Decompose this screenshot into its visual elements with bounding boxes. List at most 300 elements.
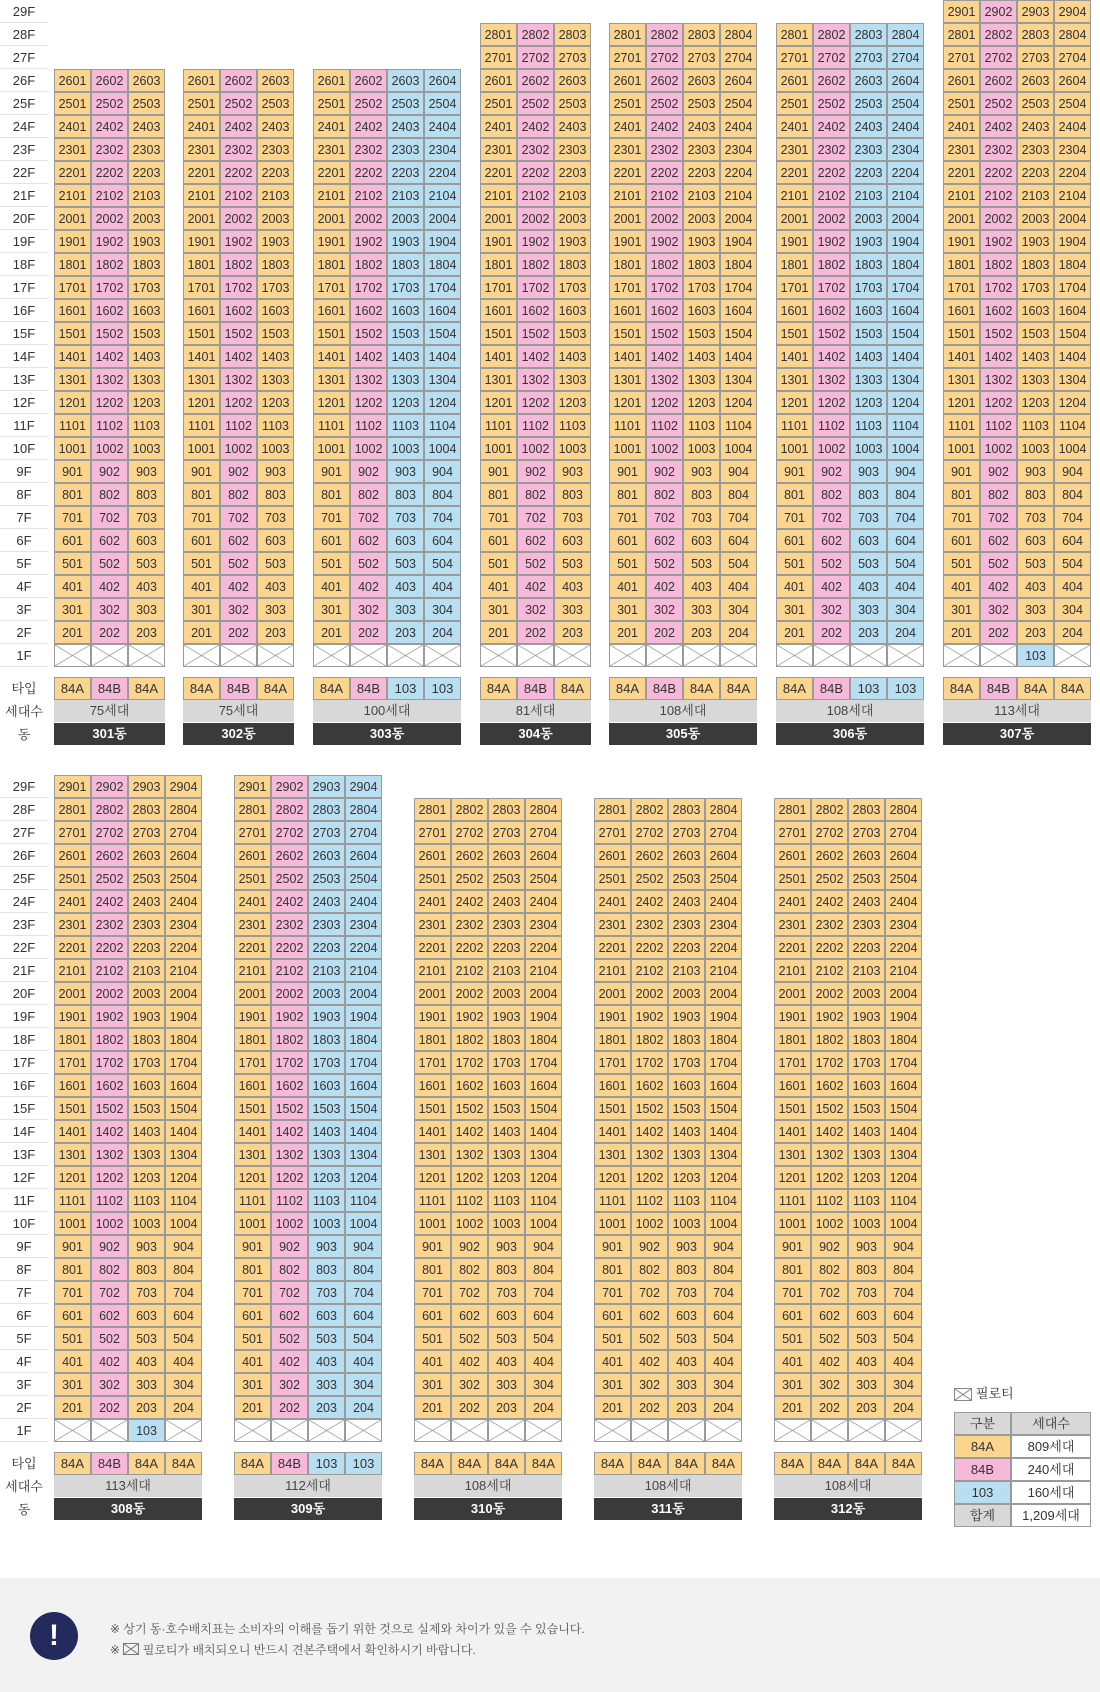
unit-cell: 1901 — [943, 230, 980, 253]
unit-cell: 1404 — [887, 345, 924, 368]
unit-cell: 1503 — [554, 322, 591, 345]
unit-cell: 1301 — [480, 368, 517, 391]
unit-cell: 2202 — [631, 936, 668, 959]
unit-cell: 1702 — [646, 276, 683, 299]
unit-cell: 203 — [668, 1396, 705, 1419]
unit-cell: 1803 — [668, 1028, 705, 1051]
unit-cell: 701 — [414, 1281, 451, 1304]
unit-cell: 1901 — [313, 230, 350, 253]
unit-cell: 402 — [980, 575, 1017, 598]
unit-cell: 903 — [257, 460, 294, 483]
unit-cell: 801 — [776, 483, 813, 506]
unit-cell: 1502 — [220, 322, 257, 345]
unit-cell: 2003 — [554, 207, 591, 230]
unit-cell: 2902 — [980, 0, 1017, 23]
unit-cell: 2301 — [54, 138, 91, 161]
pilotis-cell — [414, 1419, 451, 1442]
unit-cell: 1901 — [774, 1005, 811, 1028]
unit-cell: 1802 — [813, 253, 850, 276]
unit-cell: 2903 — [128, 775, 165, 798]
unit-cell: 202 — [631, 1396, 668, 1419]
unit-cell: 1501 — [774, 1097, 811, 1120]
unit-cell: 1802 — [646, 253, 683, 276]
pilotis-cell — [451, 1419, 488, 1442]
unit-type-cell: 84A — [183, 677, 220, 700]
unit-cell: 903 — [128, 460, 165, 483]
unit-cell: 401 — [54, 575, 91, 598]
unit-cell: 703 — [668, 1281, 705, 1304]
legend-type-cell: 84A — [954, 1435, 1011, 1458]
unit-cell: 2202 — [271, 936, 308, 959]
unit-cell: 2602 — [517, 69, 554, 92]
unit-cell: 2304 — [424, 138, 461, 161]
unit-type-cell: 84A — [54, 1452, 91, 1475]
unit-cell: 201 — [313, 621, 350, 644]
floor-label-7f: 7F — [0, 506, 48, 529]
unit-cell: 401 — [480, 575, 517, 598]
unit-cell: 1404 — [424, 345, 461, 368]
unit-cell: 1904 — [887, 230, 924, 253]
row-label-building: 동 — [17, 1502, 31, 1517]
unit-cell: 1103 — [308, 1189, 345, 1212]
unit-cell: 202 — [646, 621, 683, 644]
unit-cell: 2602 — [91, 69, 128, 92]
unit-cell: 1603 — [848, 1074, 885, 1097]
unit-cell: 2202 — [451, 936, 488, 959]
unit-cell: 1902 — [91, 230, 128, 253]
unit-cell: 2001 — [234, 982, 271, 1005]
unit-cell: 2402 — [811, 890, 848, 913]
unit-cell: 1304 — [720, 368, 757, 391]
unit-cell: 1704 — [705, 1051, 742, 1074]
unit-cell: 1102 — [517, 414, 554, 437]
unit-type-cell: 84A — [128, 1452, 165, 1475]
unit-cell: 1801 — [594, 1028, 631, 1051]
unit-cell: 1702 — [517, 276, 554, 299]
unit-cell: 2102 — [517, 184, 554, 207]
unit-cell: 2503 — [128, 92, 165, 115]
unit-cell: 2201 — [609, 161, 646, 184]
unit-cell: 1702 — [451, 1051, 488, 1074]
unit-cell: 1201 — [54, 1166, 91, 1189]
unit-cell: 2301 — [54, 913, 91, 936]
pilotis-cell — [350, 644, 387, 667]
unit-cell: 1603 — [128, 299, 165, 322]
unit-cell: 801 — [609, 483, 646, 506]
unit-cell: 1501 — [480, 322, 517, 345]
unit-cell: 601 — [943, 529, 980, 552]
unit-cell: 1003 — [308, 1212, 345, 1235]
unit-cell: 2302 — [91, 913, 128, 936]
unit-cell: 1601 — [234, 1074, 271, 1097]
unit-cell: 2103 — [1017, 184, 1054, 207]
unit-cell: 301 — [313, 598, 350, 621]
unit-cell: 1004 — [424, 437, 461, 460]
unit-cell: 1004 — [345, 1212, 382, 1235]
unit-cell: 2802 — [91, 798, 128, 821]
unit-cell: 2601 — [414, 844, 451, 867]
unit-cell: 1501 — [594, 1097, 631, 1120]
unit-cell: 2804 — [887, 23, 924, 46]
unit-cell: 601 — [594, 1304, 631, 1327]
unit-cell: 1603 — [257, 299, 294, 322]
unit-type-cell: 84B — [91, 677, 128, 700]
unit-cell: 1501 — [54, 322, 91, 345]
pilotis-cell — [345, 1419, 382, 1442]
unit-cell: 1201 — [54, 391, 91, 414]
unit-cell: 204 — [424, 621, 461, 644]
unit-cell: 1904 — [525, 1005, 562, 1028]
unit-cell: 1001 — [234, 1212, 271, 1235]
unit-cell: 2803 — [554, 23, 591, 46]
unit-cell: 2801 — [480, 23, 517, 46]
unit-cell: 1203 — [308, 1166, 345, 1189]
unit-cell: 1503 — [128, 322, 165, 345]
unit-cell: 1202 — [517, 391, 554, 414]
unit-cell: 1601 — [183, 299, 220, 322]
unit-cell: 2004 — [525, 982, 562, 1005]
unit-cell: 501 — [480, 552, 517, 575]
unit-cell: 1701 — [943, 276, 980, 299]
floor-label-1f: 1F — [0, 1419, 48, 1442]
unit-cell: 1101 — [54, 1189, 91, 1212]
unit-cell: 1504 — [887, 322, 924, 345]
floor-label-4f: 4F — [0, 1350, 48, 1373]
unit-cell: 903 — [683, 460, 720, 483]
unit-cell: 902 — [517, 460, 554, 483]
floor-label-8f: 8F — [0, 483, 48, 506]
unit-cell: 2404 — [887, 115, 924, 138]
unit-cell: 2203 — [683, 161, 720, 184]
pilotis-cell — [257, 644, 294, 667]
unit-cell: 1603 — [668, 1074, 705, 1097]
unit-type-cell: 84B — [517, 677, 554, 700]
unit-cell: 2701 — [943, 46, 980, 69]
floor-label-15f: 15F — [0, 1097, 48, 1120]
floor-label-3f: 3F — [0, 1373, 48, 1396]
unit-cell: 1201 — [313, 391, 350, 414]
unit-cell: 2604 — [885, 844, 922, 867]
unit-cell: 803 — [850, 483, 887, 506]
unit-cell: 1302 — [451, 1143, 488, 1166]
floor-label-27f: 27F — [0, 821, 48, 844]
unit-cell: 1803 — [683, 253, 720, 276]
unit-type-cell: 84B — [271, 1452, 308, 1475]
pilotis-cell — [387, 644, 424, 667]
unit-cell: 1903 — [128, 230, 165, 253]
unit-cell: 1502 — [91, 1097, 128, 1120]
unit-cell: 2401 — [54, 115, 91, 138]
unit-cell: 1703 — [128, 1051, 165, 1074]
unit-cell: 2102 — [271, 959, 308, 982]
unit-cell: 1301 — [943, 368, 980, 391]
unit-cell: 2604 — [1054, 69, 1091, 92]
pilotis-cell — [887, 644, 924, 667]
unit-cell: 202 — [811, 1396, 848, 1419]
unit-cell: 1504 — [525, 1097, 562, 1120]
unit-cell: 1503 — [1017, 322, 1054, 345]
floor-label-6f: 6F — [0, 529, 48, 552]
unit-cell: 1003 — [257, 437, 294, 460]
unit-cell: 2602 — [813, 69, 850, 92]
unit-cell: 402 — [350, 575, 387, 598]
unit-cell: 1101 — [609, 414, 646, 437]
unit-cell: 1403 — [1017, 345, 1054, 368]
unit-cell: 1103 — [683, 414, 720, 437]
unit-cell: 2702 — [91, 821, 128, 844]
unit-cell: 2701 — [234, 821, 271, 844]
unit-cell: 1001 — [54, 437, 91, 460]
unit-cell: 304 — [720, 598, 757, 621]
unit-cell: 1501 — [313, 322, 350, 345]
unit-cell: 1304 — [525, 1143, 562, 1166]
unit-type-cell: 84A — [165, 1452, 202, 1475]
floor-label-12f: 12F — [0, 1166, 48, 1189]
unit-cell: 1404 — [345, 1120, 382, 1143]
unit-cell: 704 — [424, 506, 461, 529]
unit-cell: 2003 — [1017, 207, 1054, 230]
unit-cell: 2001 — [183, 207, 220, 230]
unit-cell: 2404 — [1054, 115, 1091, 138]
floor-label-3f: 3F — [0, 598, 48, 621]
unit-type-cell: 84A — [480, 677, 517, 700]
unit-cell: 402 — [271, 1350, 308, 1373]
unit-cell: 2502 — [517, 92, 554, 115]
unit-cell: 802 — [631, 1258, 668, 1281]
floor-label-16f: 16F — [0, 299, 48, 322]
unit-cell: 201 — [414, 1396, 451, 1419]
unit-cell: 1102 — [980, 414, 1017, 437]
unit-cell: 1602 — [350, 299, 387, 322]
unit-cell: 1302 — [350, 368, 387, 391]
unit-cell: 802 — [811, 1258, 848, 1281]
pilotis-cell — [308, 1419, 345, 1442]
unit-cell: 702 — [451, 1281, 488, 1304]
unit-cell: 2503 — [1017, 92, 1054, 115]
unit-cell: 1802 — [91, 253, 128, 276]
unit-cell: 1401 — [776, 345, 813, 368]
unit-cell: 2102 — [631, 959, 668, 982]
unit-cell: 704 — [525, 1281, 562, 1304]
unit-cell: 2203 — [1017, 161, 1054, 184]
unit-cell: 1803 — [848, 1028, 885, 1051]
unit-cell: 2501 — [480, 92, 517, 115]
unit-cell: 2203 — [128, 161, 165, 184]
unit-type-cell: 84A — [811, 1452, 848, 1475]
unit-type-cell: 84A — [554, 677, 591, 700]
unit-cell: 203 — [554, 621, 591, 644]
unit-cell: 2202 — [91, 161, 128, 184]
unit-cell: 2002 — [631, 982, 668, 1005]
unit-type-cell: 84B — [646, 677, 683, 700]
unit-cell: 2603 — [128, 844, 165, 867]
unit-cell: 403 — [128, 1350, 165, 1373]
unit-cell: 1004 — [525, 1212, 562, 1235]
unit-cell: 1003 — [1017, 437, 1054, 460]
unit-cell: 1902 — [517, 230, 554, 253]
unit-cell: 1802 — [350, 253, 387, 276]
pilotis-cell — [517, 644, 554, 667]
unit-cell: 1104 — [165, 1189, 202, 1212]
unit-cell: 1501 — [414, 1097, 451, 1120]
legend-header-type: 구분 — [954, 1412, 1011, 1435]
unit-cell: 2302 — [350, 138, 387, 161]
unit-cell: 1102 — [91, 414, 128, 437]
unit-cell: 1404 — [165, 1120, 202, 1143]
unit-cell: 704 — [705, 1281, 742, 1304]
unit-cell: 2203 — [488, 936, 525, 959]
unit-cell: 2403 — [848, 890, 885, 913]
unit-cell: 401 — [594, 1350, 631, 1373]
unit-cell: 2503 — [128, 867, 165, 890]
unit-cell: 2104 — [345, 959, 382, 982]
unit-cell: 1704 — [165, 1051, 202, 1074]
unit-type-cell: 84A — [1017, 677, 1054, 700]
unit-cell: 1003 — [850, 437, 887, 460]
unit-cell: 1102 — [631, 1189, 668, 1212]
unit-type-cell: 84A — [313, 677, 350, 700]
pilotis-cell — [220, 644, 257, 667]
unit-cell: 803 — [1017, 483, 1054, 506]
unit-cell: 2703 — [554, 46, 591, 69]
unit-cell: 2001 — [414, 982, 451, 1005]
floor-label-26f: 26F — [0, 844, 48, 867]
unit-cell: 1301 — [414, 1143, 451, 1166]
unit-cell: 601 — [414, 1304, 451, 1327]
unit-cell: 2904 — [165, 775, 202, 798]
unit-cell: 1203 — [683, 391, 720, 414]
unit-cell: 2402 — [517, 115, 554, 138]
unit-cell: 1202 — [980, 391, 1017, 414]
unit-cell: 1001 — [609, 437, 646, 460]
unit-cell: 2103 — [848, 959, 885, 982]
unit-cell: 2203 — [850, 161, 887, 184]
unit-cell: 502 — [91, 1327, 128, 1350]
unit-cell: 2602 — [350, 69, 387, 92]
unit-cell: 2403 — [257, 115, 294, 138]
unit-cell: 2001 — [774, 982, 811, 1005]
unit-cell: 1303 — [488, 1143, 525, 1166]
unit-cell: 1404 — [885, 1120, 922, 1143]
unit-type-cell: 84A — [488, 1452, 525, 1475]
unit-cell: 2003 — [387, 207, 424, 230]
unit-cell: 2501 — [774, 867, 811, 890]
unit-cell: 1804 — [165, 1028, 202, 1051]
unit-cell: 1301 — [774, 1143, 811, 1166]
unit-cell: 1602 — [91, 299, 128, 322]
unit-cell: 1201 — [943, 391, 980, 414]
unit-cell: 1402 — [646, 345, 683, 368]
pilotis-cell — [128, 644, 165, 667]
unit-cell: 503 — [128, 552, 165, 575]
unit-cell: 2303 — [1017, 138, 1054, 161]
unit-cell: 802 — [91, 483, 128, 506]
unit-cell: 1101 — [414, 1189, 451, 1212]
unit-cell: 201 — [776, 621, 813, 644]
unit-cell: 1903 — [308, 1005, 345, 1028]
unit-cell: 1604 — [424, 299, 461, 322]
pilotis-cell — [850, 644, 887, 667]
unit-cell: 2303 — [683, 138, 720, 161]
unit-cell: 2201 — [234, 936, 271, 959]
unit-cell: 1704 — [720, 276, 757, 299]
unit-cell: 1104 — [525, 1189, 562, 1212]
building-name: 310동 — [414, 1498, 562, 1520]
unit-cell: 803 — [488, 1258, 525, 1281]
unit-cell: 2301 — [480, 138, 517, 161]
unit-cell: 902 — [350, 460, 387, 483]
unit-cell: 2301 — [776, 138, 813, 161]
unit-cell: 703 — [488, 1281, 525, 1304]
unit-cell: 203 — [128, 621, 165, 644]
unit-type-cell: 84A — [943, 677, 980, 700]
unit-cell: 1103 — [128, 1189, 165, 1212]
unit-cell: 1204 — [525, 1166, 562, 1189]
unit-cell: 1503 — [850, 322, 887, 345]
unit-cell: 2101 — [776, 184, 813, 207]
unit-type-cell: 84A — [128, 677, 165, 700]
unit-cell: 1102 — [220, 414, 257, 437]
unit-cell: 1304 — [705, 1143, 742, 1166]
unit-cell: 903 — [128, 1235, 165, 1258]
unit-cell: 804 — [887, 483, 924, 506]
unit-cell: 1103 — [668, 1189, 705, 1212]
floor-label-21f: 21F — [0, 184, 48, 207]
unit-cell: 2301 — [183, 138, 220, 161]
unit-cell: 303 — [683, 598, 720, 621]
unit-cell: 1301 — [183, 368, 220, 391]
unit-cell: 204 — [165, 1396, 202, 1419]
unit-cell: 2603 — [308, 844, 345, 867]
unit-cell: 401 — [414, 1350, 451, 1373]
unit-cell: 504 — [885, 1327, 922, 1350]
unit-cell: 901 — [234, 1235, 271, 1258]
unit-cell: 1101 — [943, 414, 980, 437]
unit-cell: 1303 — [128, 1143, 165, 1166]
unit-cell: 2501 — [54, 92, 91, 115]
unit-cell: 2102 — [980, 184, 1017, 207]
pilotis-legend-label: 필로티 — [976, 1386, 1014, 1401]
unit-cell: 1101 — [776, 414, 813, 437]
unit-cell: 2004 — [1054, 207, 1091, 230]
unit-cell: 2601 — [480, 69, 517, 92]
unit-cell: 902 — [91, 1235, 128, 1258]
unit-cell: 2101 — [313, 184, 350, 207]
unit-cell: 2801 — [943, 23, 980, 46]
unit-cell: 2402 — [91, 115, 128, 138]
unit-cell: 2601 — [609, 69, 646, 92]
unit-cell: 302 — [631, 1373, 668, 1396]
unit-cell: 2603 — [128, 69, 165, 92]
unit-cell: 802 — [350, 483, 387, 506]
unit-cell: 2002 — [350, 207, 387, 230]
unit-cell: 1803 — [1017, 253, 1054, 276]
unit-cell: 1903 — [1017, 230, 1054, 253]
floor-label-9f: 9F — [0, 460, 48, 483]
unit-cell: 2403 — [1017, 115, 1054, 138]
unit-cell: 701 — [480, 506, 517, 529]
unit-cell: 1704 — [885, 1051, 922, 1074]
legend-count-cell: 809세대 — [1011, 1435, 1091, 1458]
unit-cell: 2901 — [54, 775, 91, 798]
floor-label-14f: 14F — [0, 345, 48, 368]
unit-cell: 303 — [128, 598, 165, 621]
unit-cell: 604 — [887, 529, 924, 552]
unit-cell: 1401 — [594, 1120, 631, 1143]
unit-cell: 1604 — [720, 299, 757, 322]
unit-cell: 2803 — [850, 23, 887, 46]
unit-cell: 1801 — [183, 253, 220, 276]
